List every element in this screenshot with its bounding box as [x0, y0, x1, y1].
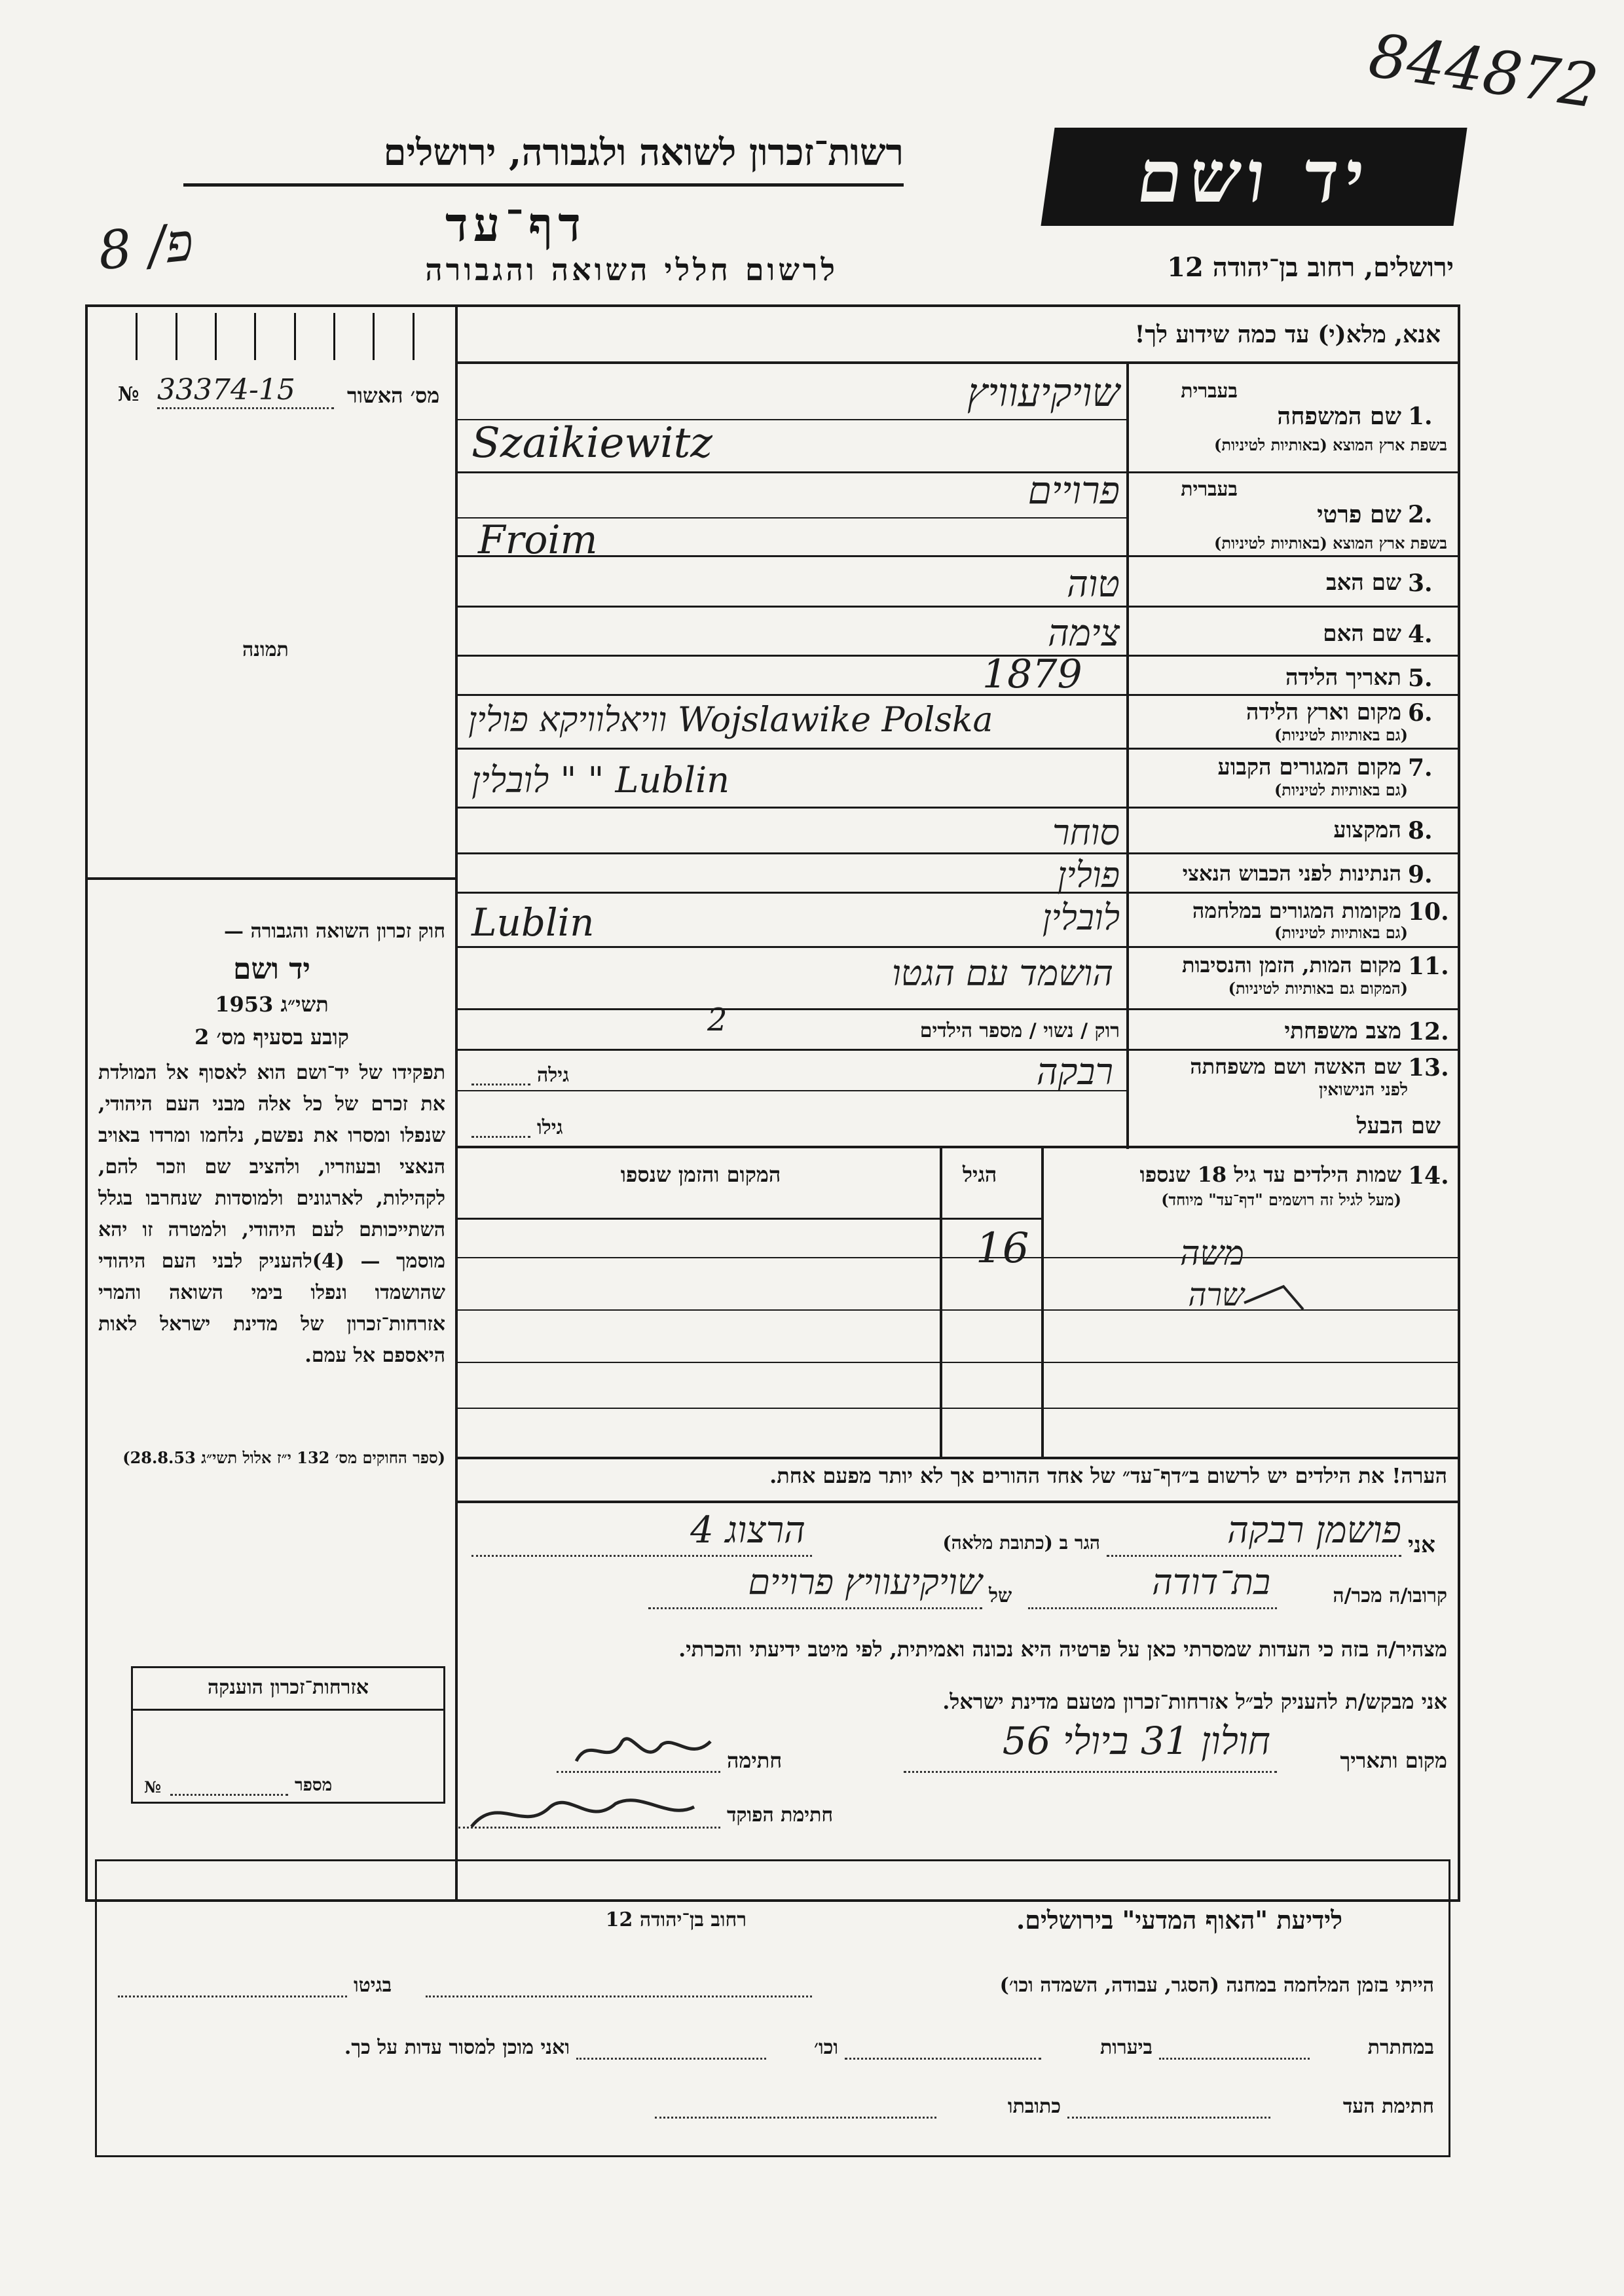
logo-text: יד ושם: [1132, 134, 1376, 219]
decl-ani: אני: [1408, 1532, 1435, 1558]
f4-value[interactable]: צימה: [1047, 612, 1120, 655]
form-subtitle: לרשום חללי השואה והגבורה: [425, 252, 838, 287]
footer-willing-label: ואני מוכן למסור עדות על כך.: [344, 2036, 570, 2059]
f2-sub: בשפת ארץ המוצא (באותיות לטיניות): [1214, 534, 1447, 553]
authority-name: רשות־זכרון לשואה ולגבורה, ירושלים: [383, 131, 904, 174]
f12-label: מצב משפחתי: [1284, 1018, 1401, 1044]
approval-label: מס׳ האשור: [347, 383, 440, 408]
archive-number: 844872: [1365, 20, 1602, 122]
law-heading: חוק זכרון השואה והגבורה —: [224, 920, 445, 943]
f2-label: שם פרטי: [1317, 501, 1401, 528]
footer-forests-label: ביערות: [1099, 2036, 1153, 2059]
f12-num: 12.: [1408, 1018, 1449, 1046]
citizenship-number-label: מספר: [295, 1776, 333, 1795]
f10-value-latin[interactable]: Lublin: [471, 900, 595, 945]
f13-num: 13.: [1408, 1054, 1449, 1082]
f3-num: 3.: [1408, 570, 1433, 597]
f11-sub: (המקום גם באותיות לטיניות): [1228, 979, 1408, 998]
decl-address[interactable]: הרצוג 4: [690, 1509, 805, 1552]
f10-sub: (גם באותיות לטיניות): [1274, 923, 1408, 942]
f3-label: שם האב: [1326, 570, 1401, 596]
corner-mark: פ/ 8: [95, 211, 196, 282]
f9-num: 9.: [1408, 861, 1433, 888]
f9-label: הנתינות לפני הכבוש הנאצי: [1182, 861, 1401, 886]
decl-statement: מצהיר/ה בזה כי העדות שמסרתי כאן על פרטיה היא נכונה ואמיתית, לפי מיטב ידיעתי והכרתי.: [678, 1637, 1447, 1662]
husband-label: שם הבעל: [1356, 1113, 1441, 1139]
f4-num: 4.: [1408, 621, 1433, 648]
citizenship-no-sign: №: [144, 1777, 162, 1796]
decl-of: של: [989, 1584, 1012, 1607]
f1-heb-tag: בעברית: [1181, 380, 1238, 403]
f7-sub: (גם באותיות לטיניות): [1274, 780, 1408, 799]
f13-wife-name[interactable]: רבקה: [1036, 1051, 1113, 1093]
law-clause: קובע בסעיף מס׳ 2: [194, 1025, 349, 1049]
footer-underground-label: במחתרת: [1367, 2036, 1434, 2059]
f5-num: 5.: [1408, 665, 1433, 692]
f1-label: שם המשפחה: [1277, 403, 1401, 430]
footer-camp-label: הייתי בזמן המלחמה במחנה (הסגר, עבודה, השמדה וכו׳): [999, 1974, 1434, 1997]
f7-value[interactable]: לובלין " " Lublin: [471, 759, 729, 801]
approval-number: 33374-15: [157, 373, 295, 407]
f7-label: מקום המגורים הקבוע: [1217, 754, 1401, 780]
f6-sub: (גם באותיות לטיניות): [1274, 725, 1408, 744]
decl-of-name[interactable]: שויקיעוויץ פרויים: [748, 1561, 982, 1603]
decl-resides-label: הגר ב (כתובת מלאה): [942, 1532, 1100, 1554]
decl-relation[interactable]: בת־דודה: [1152, 1561, 1270, 1603]
place-date-value[interactable]: חולון 31 ביולי 56: [1002, 1719, 1270, 1763]
f14-sub: (מעל לגיל זה רושמים "דף־עד" מיוחד): [1161, 1190, 1401, 1209]
f1-value-latin[interactable]: Szaikiewitz: [471, 419, 712, 467]
footer-witness-signature-label: חתימת העד: [1342, 2095, 1434, 2118]
f12-children-count[interactable]: 2: [707, 1002, 728, 1038]
remark: הערה! את הילדים יש לרשום ב״דף־עד״ של אחד ההורים אך לא יותר מפעם אחת.: [769, 1463, 1447, 1488]
f11-num: 11.: [1408, 953, 1449, 980]
footer-heading: לידיעת "האוף המדעי" בירושלים.: [1016, 1905, 1342, 1935]
instruction: אנא, מלא(י) עד כמה שידוע לך!: [1134, 321, 1441, 348]
address: ירושלים, רחוב בן־יהודה 12: [1167, 252, 1454, 283]
law-name: יד ושם: [233, 953, 310, 986]
f10-label: מקומות המגורים במלחמה: [1192, 898, 1401, 923]
law-year: תשי״ג 1953: [215, 992, 329, 1017]
husband-age-label: גילו: [537, 1116, 563, 1139]
footer-ghetto-label: בגיטו: [354, 1974, 392, 1997]
f5-label: תאריך הלידה: [1285, 665, 1401, 691]
f7-num: 7.: [1408, 754, 1433, 782]
children-place-header: המקום והזמן שנספו: [620, 1162, 781, 1187]
f6-num: 6.: [1408, 699, 1433, 727]
f13-age-label: גילה: [537, 1064, 570, 1087]
footer-witness-address-label: כתובתו: [1007, 2095, 1061, 2118]
f2-heb-tag: בעברית: [1181, 478, 1238, 501]
f2-num: 2.: [1408, 501, 1433, 528]
approval-prefix: №: [118, 383, 139, 406]
children-age-header: הגיל: [963, 1162, 997, 1187]
f2-value-latin[interactable]: Froim: [478, 517, 598, 563]
f9-value[interactable]: פולין: [1057, 854, 1120, 896]
f8-value[interactable]: סוחר: [1052, 812, 1120, 853]
f1-num: 1.: [1408, 403, 1433, 430]
f10-value-hebrew[interactable]: לובלין: [1042, 897, 1120, 938]
f13-label: שם האשה ושם משפחתה: [1190, 1054, 1401, 1079]
decl-relative-label: קרובו/ה מכר/ה: [1333, 1584, 1447, 1607]
f2-value-hebrew[interactable]: פרויים: [1027, 468, 1120, 513]
f12-options: רוק / נשוי / מספר הילדים: [919, 1019, 1120, 1042]
child-1-name[interactable]: משה: [1179, 1234, 1244, 1273]
f1-value-hebrew[interactable]: שויקיעוויץ: [967, 370, 1120, 416]
f3-value[interactable]: טוה: [1067, 563, 1120, 606]
f4-label: שם האם: [1323, 621, 1401, 647]
f6-value[interactable]: וויאלוויקא פולין Wojslawike Polska: [468, 701, 993, 740]
place-date-label: מקום ותאריך: [1340, 1748, 1447, 1773]
footer-box: [95, 1859, 1450, 2157]
form-title: דף־עד: [445, 196, 586, 252]
child-2-name[interactable]: שרה: [1188, 1277, 1244, 1313]
f14-num: 14.: [1408, 1162, 1449, 1190]
f11-label: מקום המות, הזמן והנסיבות: [1181, 953, 1401, 977]
law-body: תפקידו של יד־ושם הוא לאסוף אל המולדת את זכרם של כל אלה מבני העם היהודי, שנפלו ומסרו את נפשם, נלחמו ומרדו באויב הנאצי ובעוזריו, ולהציב שם וזכר להם, לקהילות, לארגונים ולמוסדות שנחרבו בגלל השתייכותם לעם היהודי, ולמטרה זו יהא מוסמך — (4)להעניק לבני העם היהודי שהושמדו ונפלו בימי השואה והמרי אזרחות־זכרון של מדינת ישראל לאות היאספם אל עמם.: [98, 1061, 445, 1367]
citizenship-title: אזרחות־זכרון הוענקה: [207, 1676, 369, 1699]
f1-sub: בשפת ארץ המוצא (באותיות לטיניות): [1214, 435, 1447, 454]
photo-label: תמונה: [242, 638, 289, 661]
f10-num: 10.: [1408, 898, 1449, 926]
f5-value[interactable]: 1879: [982, 651, 1082, 697]
decl-name[interactable]: פושמן רבקה: [1227, 1509, 1401, 1552]
decl-request: אני מבקש/ת להעניק לב״ל אזרחות־זכרון מטעם מדינת ישראל.: [942, 1689, 1447, 1714]
f11-value[interactable]: הושמד עם הגטו: [891, 953, 1113, 994]
f6-label: מקום וארץ הלידה: [1246, 699, 1401, 725]
signature-label: חתימה: [727, 1748, 783, 1773]
f8-num: 8.: [1408, 817, 1433, 845]
official-signature-label: חתימת הפוקד: [727, 1804, 834, 1827]
footer-address: רחוב בן־יהודה 12: [605, 1908, 747, 1931]
law-source: (ספר החוקים מס׳ 132 י״ז אלול תשי״ג 28.8.53): [122, 1448, 445, 1467]
child-1-age[interactable]: 16: [976, 1224, 1029, 1273]
f8-label: המקצוע: [1333, 817, 1401, 843]
f13-sub: לפני הנישואין: [1318, 1080, 1408, 1100]
footer-etc-label: וכו׳: [814, 2036, 838, 2059]
f14-label: שמות הילדים עד גיל 18 שנספו: [1139, 1162, 1401, 1187]
